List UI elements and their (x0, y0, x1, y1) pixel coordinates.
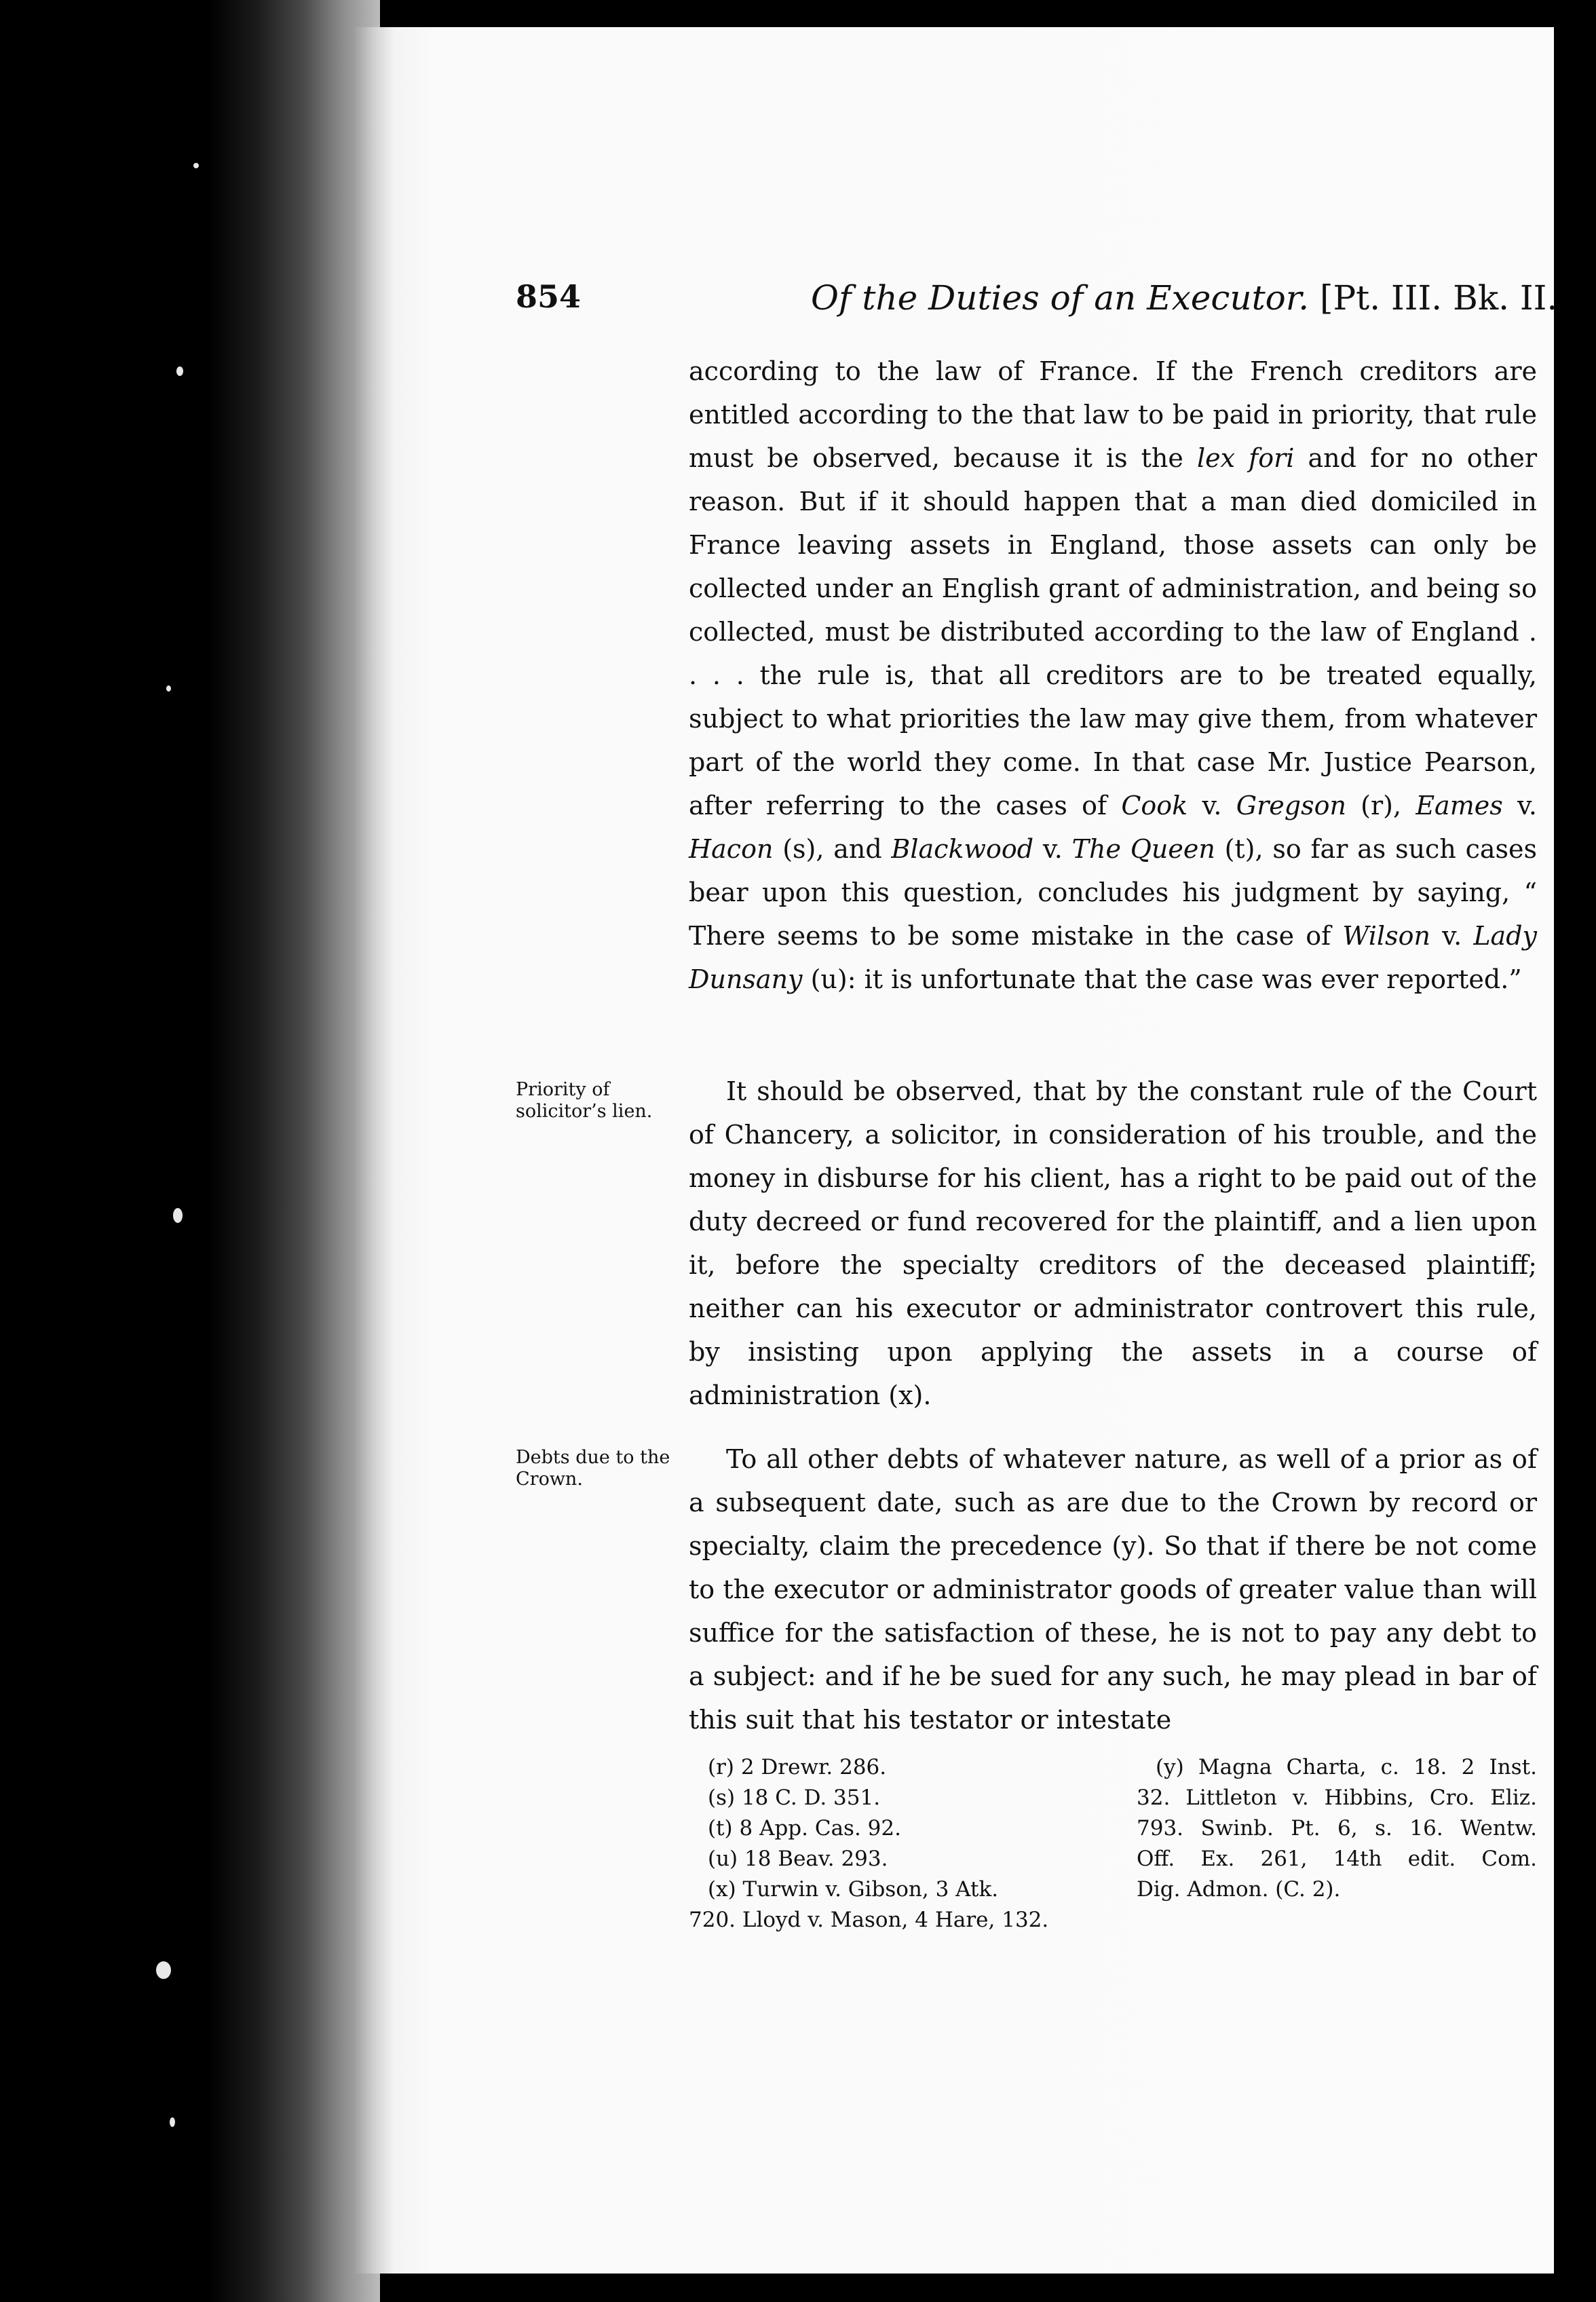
case-name: Lady Dunsany (689, 921, 1537, 994)
case-name: Hacon (689, 834, 774, 864)
text-run: (r), (1346, 791, 1416, 820)
text-run: (s), and (773, 834, 892, 864)
running-head-title: Of the Duties of an Executor. (811, 278, 1310, 318)
case-name: The Queen (1071, 834, 1215, 864)
case-name: Blackwood (891, 834, 1034, 864)
footnote-t: (t) 8 App. Cas. 92. (708, 1816, 901, 1841)
case-name: Cook (1121, 791, 1188, 820)
scan-speck (166, 685, 171, 692)
scan-speck (173, 1208, 183, 1223)
paragraph-text (689, 350, 1537, 1001)
case-name: Gregson (1236, 791, 1346, 820)
text-run: (t), so far as such cases bear upon this question, concludes his judgment by saying, “ There seems to be some mistake in the case of (689, 834, 1537, 951)
footnote-u: (u) 18 Beav. 293. (708, 1847, 888, 1871)
footnote-y-continued: 793. Swinb. Pt. 6, s. 16. Wentw. (1137, 1816, 1537, 1841)
text-run: v. (1033, 834, 1072, 864)
footnote-y-continued: Dig. Admon. (C. 2). (1137, 1877, 1341, 1902)
page-number: 854 (516, 278, 582, 315)
case-name: Wilson (1342, 921, 1430, 951)
text-run: v. (1430, 921, 1474, 951)
scan-speck (176, 366, 183, 376)
scan-gutter (0, 0, 380, 2302)
paragraph-solicitor-lien (689, 1070, 1537, 1417)
text-run: according to the law of France. If the French creditors are entitled according to the that law to be paid in priority, that rule must be observed, because it is the (689, 356, 1537, 473)
footnote-y-continued: Off. Ex. 261, 14th edit. Com. (1137, 1847, 1537, 1871)
footnote-x-continued: 720. Lloyd v. Mason, 4 Hare, 132. (689, 1908, 1049, 1932)
footnote-y-continued: 32. Littleton v. Hibbins, Cro. Eliz. (1137, 1786, 1537, 1810)
scan-right-edge (1554, 27, 1596, 2273)
running-head (0, 278, 1596, 333)
paragraph-text: It should be observed, that by the constant rule of the Court of Chancery, a solicitor, in consideration of his trouble, and the money in disburse for his client, has a right to be paid out of the duty decreed or fund recovered for the plaintiff, and a lien upon it, before the specialty creditors of the deceased plaintiff; neither can his executor or administrator controvert this rule, by insisting upon applying the assets in a course of administration (x). (689, 1076, 1537, 1410)
footnotes-right (1137, 1752, 1537, 1905)
footnote-r: (r) 2 Drewr. 286. (708, 1755, 887, 1779)
margin-note-crown: Debts due to the Crown. (516, 1447, 670, 1490)
paragraph-french-creditors (689, 350, 1537, 1001)
scan-speck (193, 163, 199, 168)
footnote-x: (x) Turwin v. Gibson, 3 Atk. (708, 1877, 999, 1902)
paragraph-crown-debts (689, 1437, 1537, 1741)
scan-speck (156, 1961, 171, 1979)
margin-note-priority: Priority of solicitor’s lien. (516, 1079, 653, 1122)
running-head-part: [Pt. III. Bk. II. (1320, 278, 1558, 318)
footnotes-left (689, 1752, 1096, 1936)
footnote-s: (s) 18 C. D. 351. (708, 1786, 881, 1810)
text-run: v. (1188, 791, 1236, 820)
scan-speck (170, 2117, 175, 2127)
text-run: v. (1502, 791, 1538, 820)
text-italic: lex fori (1197, 443, 1295, 473)
text-run: and for no other reason. But if it should happen that a man died domiciled in France leaving assets in England, those assets can only be collected under an English grant of administration, and being so collected, must be distributed according to the law of England . . . . the rule is, that all creditors are to be treated equally, subject to what priorities the law may give them, from whatever part of the world they come. In that case Mr. Justice Pearson, after referring to the cases of (689, 443, 1537, 820)
text-run: (u): it is unfortunate that the case was ever reported.” (802, 964, 1522, 994)
paragraph-text: To all other debts of whatever nature, as well of a prior as of a subsequent date, such as are due to the Crown by record or specialty, claim the precedence (y). So that if there be not come to the executor or administrator goods of greater value than will suffice for the satisfaction of these, he is not to pay any debt to a subject: and if he be sued for any such, he may plead in bar of this suit that his testator or intestate (689, 1444, 1537, 1735)
footnote-y: (y) Magna Charta, c. 18. 2 Inst. (1156, 1755, 1537, 1779)
case-name: Eames (1416, 791, 1503, 820)
